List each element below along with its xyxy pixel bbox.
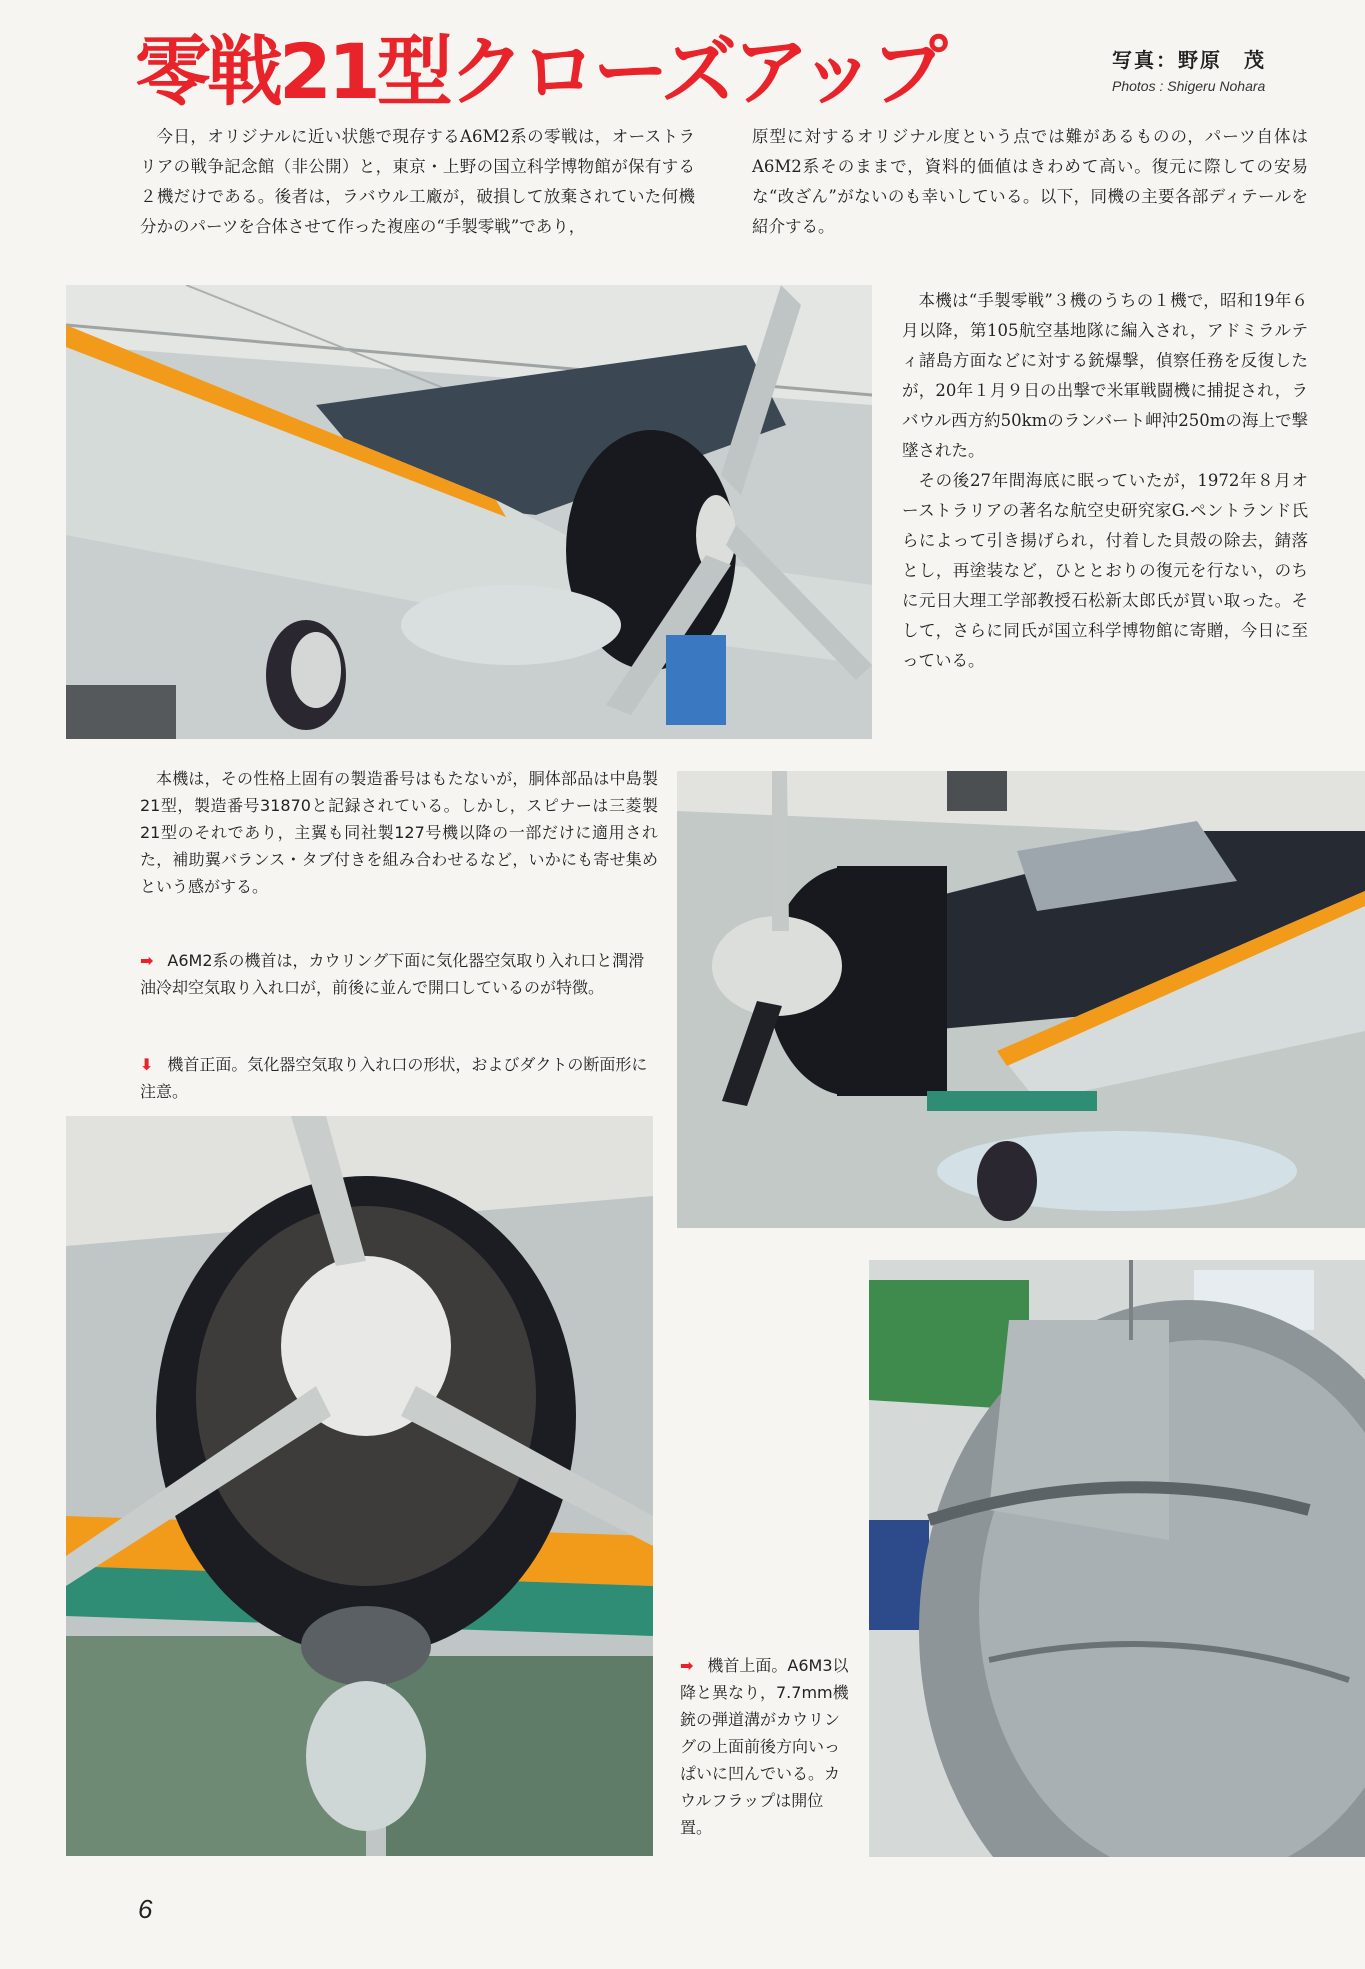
aircraft-underside-image bbox=[66, 285, 872, 739]
photo-nose-front bbox=[66, 1116, 653, 1856]
caption-nose-top bbox=[680, 1652, 855, 1841]
photo-aircraft-underside bbox=[66, 285, 872, 739]
photo-cowling-top bbox=[869, 1260, 1365, 1857]
photo-nose-side bbox=[677, 771, 1365, 1228]
photo-credit-english: Photos : Shigeru Nohara bbox=[1112, 78, 1266, 94]
nose-front-image bbox=[66, 1116, 653, 1856]
caption-nose-side-text: A6M2系の機首は，カウリング下面に気化器空気取り入れ口と潤滑油冷却空気取り入れ口が，前後に並んで開口しているのが特徴。 bbox=[140, 951, 645, 997]
arrow-right-icon: ➡ bbox=[680, 1656, 694, 1675]
page-number: 6 bbox=[138, 1894, 153, 1924]
nose-side-image bbox=[677, 771, 1365, 1228]
intro-text-right: 原型に対するオリジナル度という点では難があるものの，パーツ自体はA6M2系そのままで，資料的価値はきわめて高い。復元に際しての安易な“改ざん”がないのも幸いしている。以下，同機の主要各部ディテールを紹介する。 bbox=[752, 127, 1308, 236]
arrow-right-icon: ➡ bbox=[140, 951, 154, 970]
arrow-down-icon: ⬇ bbox=[140, 1055, 154, 1074]
history-paragraph-1: 本機は“手製零戦”３機のうちの１機で，昭和19年６月以降，第105航空基地隊に編入され，アドミラルティ諸島方面などに対する銃爆撃，偵察任務を反復したが，20年１月９日の出撃で米軍戦闘機に捕捉され，ラバウル西方約50kmのランバート岬沖250mの海上で撃墜された。 bbox=[902, 291, 1308, 460]
history-text bbox=[902, 286, 1308, 676]
caption-nose-side bbox=[140, 947, 658, 1001]
cowling-top-image bbox=[869, 1260, 1365, 1857]
history-paragraph-2: その後27年間海底に眠っていたが，1972年８月オーストラリアの著名な航空史研究家G.ペントランド氏らによって引き揚げられ，付着した貝殻の除去，錆落とし，再塗装など，ひととおりの復元を行ない，のちに元日大理工学部教授石松新太郎氏が買い取った。そして，さらに同氏が国立科学博物館に寄贈，今日に至っている。 bbox=[902, 471, 1308, 670]
caption-nose-top-text: 機首上面。A6M3以降と異なり，7.7mm機銃の弾道溝がカウリングの上面前後方向いっぱいに凹んでいる。カウルフラップは開位置。 bbox=[680, 1656, 849, 1837]
photo-credit-japanese: 写真：野原 茂 bbox=[1112, 48, 1266, 72]
intro-text-left: 今日，オリジナルに近い状態で現存するA6M2系の零戦は，オーストラリアの戦争記念館（非公開）と，東京・上野の国立科学博物館が保有する２機だけである。後者は，ラバウル工廠が，破損して放棄されていた何機分かのパーツを合体させて作った複座の“手製零戦”であり， bbox=[140, 127, 695, 236]
page-title: 零戦21型クローズアップ bbox=[135, 27, 944, 116]
caption-nose-front bbox=[140, 1051, 658, 1105]
parts-text: 本機は，その性格上固有の製造番号はもたないが，胴体部品は中島製21型，製造番号31870と記録されている。しかし，スピナーは三菱製21型のそれであり，主翼も同社製127号機以降の一部だけに適用された，補助翼バランス・タブ付きを組み合わせるなど，いかにも寄せ集めという感がする。 bbox=[140, 769, 658, 896]
caption-nose-front-text: 機首正面。気化器空気取り入れ口の形状，およびダクトの断面形に注意。 bbox=[140, 1055, 648, 1101]
